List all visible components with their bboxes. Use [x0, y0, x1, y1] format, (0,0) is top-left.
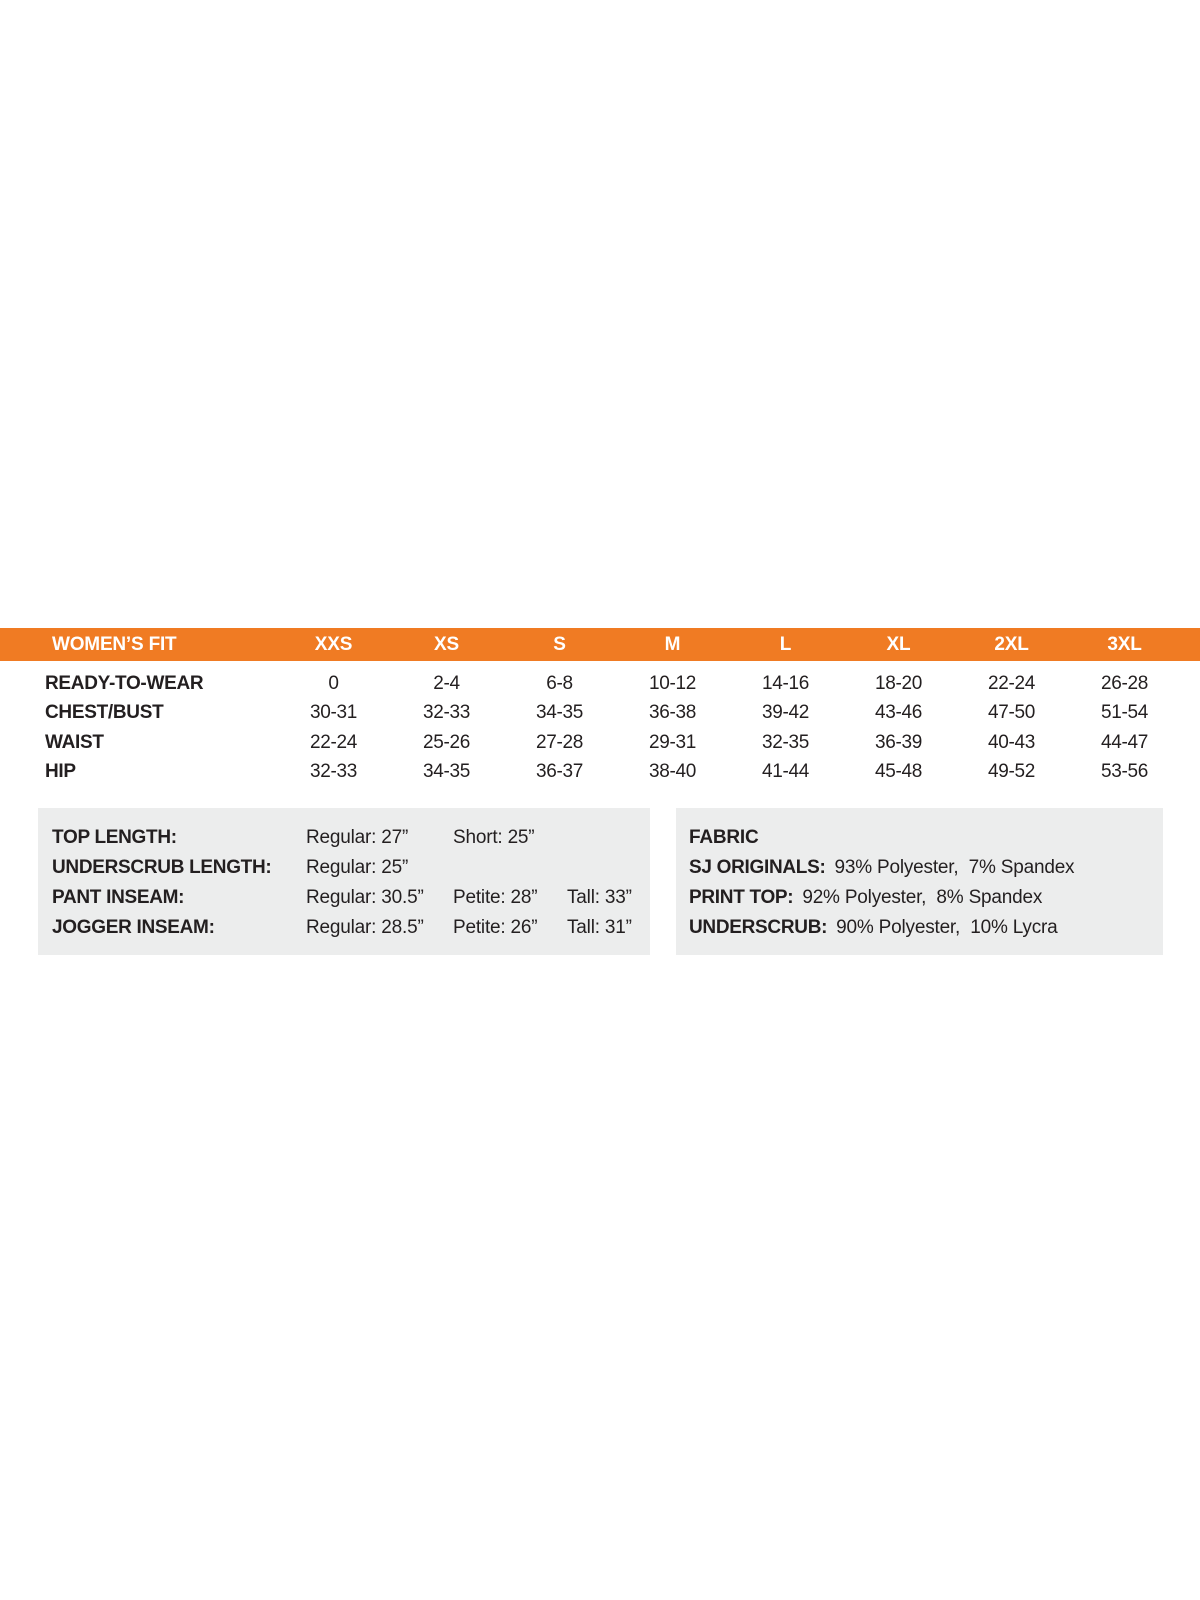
length-label: TOP LENGTH:: [52, 827, 177, 848]
length-value: Petite: 28”: [453, 887, 538, 908]
size-column-header-3xl: 3XL: [1107, 633, 1142, 655]
size-value-cell: 36-38: [648, 702, 697, 724]
size-value-cell: 30-31: [309, 702, 358, 724]
size-column-header-xxs: XXS: [314, 633, 353, 655]
size-row-chest-bust: [0, 699, 1200, 729]
fabric-label: UNDERSCRUB:: [689, 917, 828, 938]
size-column-header-l: L: [779, 633, 792, 655]
size-value-cell: 51-54: [1100, 702, 1149, 724]
length-value: Tall: 33”: [567, 887, 632, 908]
size-value-cell: 45-48: [874, 761, 923, 783]
length-label: UNDERSCRUB LENGTH:: [52, 857, 272, 878]
size-value-cell: 39-42: [761, 702, 810, 724]
fabric-row-sj-originals: [689, 853, 1163, 883]
size-value-cell: 18-20: [874, 672, 923, 694]
row-label: READY-TO-WEAR: [45, 672, 204, 694]
row-label: CHEST/BUST: [45, 702, 164, 724]
length-value: Regular: 28.5”: [306, 917, 424, 938]
length-value: Short: 25”: [453, 827, 535, 848]
row-label: WAIST: [45, 731, 104, 753]
size-column-header-s: S: [553, 633, 566, 655]
size-value-cell: 29-31: [648, 731, 697, 753]
fabric-value: 92% Polyester, 8% Spandex: [802, 887, 1043, 908]
size-value-cell: 49-52: [987, 761, 1036, 783]
size-value-cell: 6-8: [546, 672, 573, 694]
size-value-cell: 22-24: [309, 731, 358, 753]
fabric-value: 90% Polyester, 10% Lycra: [836, 917, 1058, 938]
size-value-cell: 36-39: [874, 731, 923, 753]
fabric-panel: [676, 808, 1163, 955]
fabric-value: 93% Polyester, 7% Spandex: [834, 857, 1075, 878]
size-value-cell: 27-28: [535, 731, 584, 753]
fabric-title-row: [689, 823, 1163, 853]
fabric-label: PRINT TOP:: [689, 887, 794, 908]
fabric-row-print-top: [689, 883, 1163, 913]
size-value-cell: 10-12: [648, 672, 697, 694]
size-value-cell: 47-50: [987, 702, 1036, 724]
size-row-waist: [0, 728, 1200, 758]
length-value: Regular: 30.5”: [306, 887, 424, 908]
size-chart-header-bar: [0, 628, 1200, 661]
size-value-cell: 22-24: [987, 672, 1036, 694]
length-row-underscrub-length: [52, 853, 650, 883]
size-value-cell: 25-26: [422, 731, 471, 753]
size-value-cell: 0: [328, 672, 339, 694]
size-value-cell: 38-40: [648, 761, 697, 783]
size-value-cell: 34-35: [535, 702, 584, 724]
size-value-cell: 2-4: [433, 672, 460, 694]
length-value: Tall: 31”: [567, 917, 632, 938]
fabric-title: FABRIC: [689, 827, 759, 848]
row-label: HIP: [45, 761, 76, 783]
size-chart-body: [0, 661, 1200, 787]
length-row-top-length: [52, 823, 650, 853]
fabric-label: SJ ORIGINALS:: [689, 857, 826, 878]
length-value: Petite: 26”: [453, 917, 538, 938]
size-column-header-2xl: 2XL: [994, 633, 1029, 655]
size-value-cell: 34-35: [422, 761, 471, 783]
size-value-cell: 26-28: [1100, 672, 1149, 694]
size-column-header-xs: XS: [434, 633, 459, 655]
size-value-cell: 44-47: [1100, 731, 1149, 753]
size-value-cell: 14-16: [761, 672, 810, 694]
length-value: Regular: 25”: [306, 857, 409, 878]
size-column-header-xl: XL: [886, 633, 911, 655]
size-row-hip: [0, 758, 1200, 788]
length-row-pant-inseam: [52, 883, 650, 913]
length-label: JOGGER INSEAM:: [52, 917, 215, 938]
size-value-cell: 41-44: [761, 761, 810, 783]
lengths-panel: [38, 808, 650, 955]
size-column-header-m: M: [664, 633, 681, 655]
size-row-ready-to-wear: [0, 669, 1200, 699]
length-row-jogger-inseam: [52, 913, 650, 943]
size-value-cell: 40-43: [987, 731, 1036, 753]
size-chart-title: WOMEN’S FIT: [52, 633, 177, 655]
fabric-row-underscrub: [689, 913, 1163, 943]
size-value-cell: 53-56: [1100, 761, 1149, 783]
length-label: PANT INSEAM:: [52, 887, 185, 908]
size-value-cell: 36-37: [535, 761, 584, 783]
size-value-cell: 32-33: [309, 761, 358, 783]
size-value-cell: 43-46: [874, 702, 923, 724]
size-value-cell: 32-35: [761, 731, 810, 753]
size-value-cell: 32-33: [422, 702, 471, 724]
length-value: Regular: 27”: [306, 827, 409, 848]
